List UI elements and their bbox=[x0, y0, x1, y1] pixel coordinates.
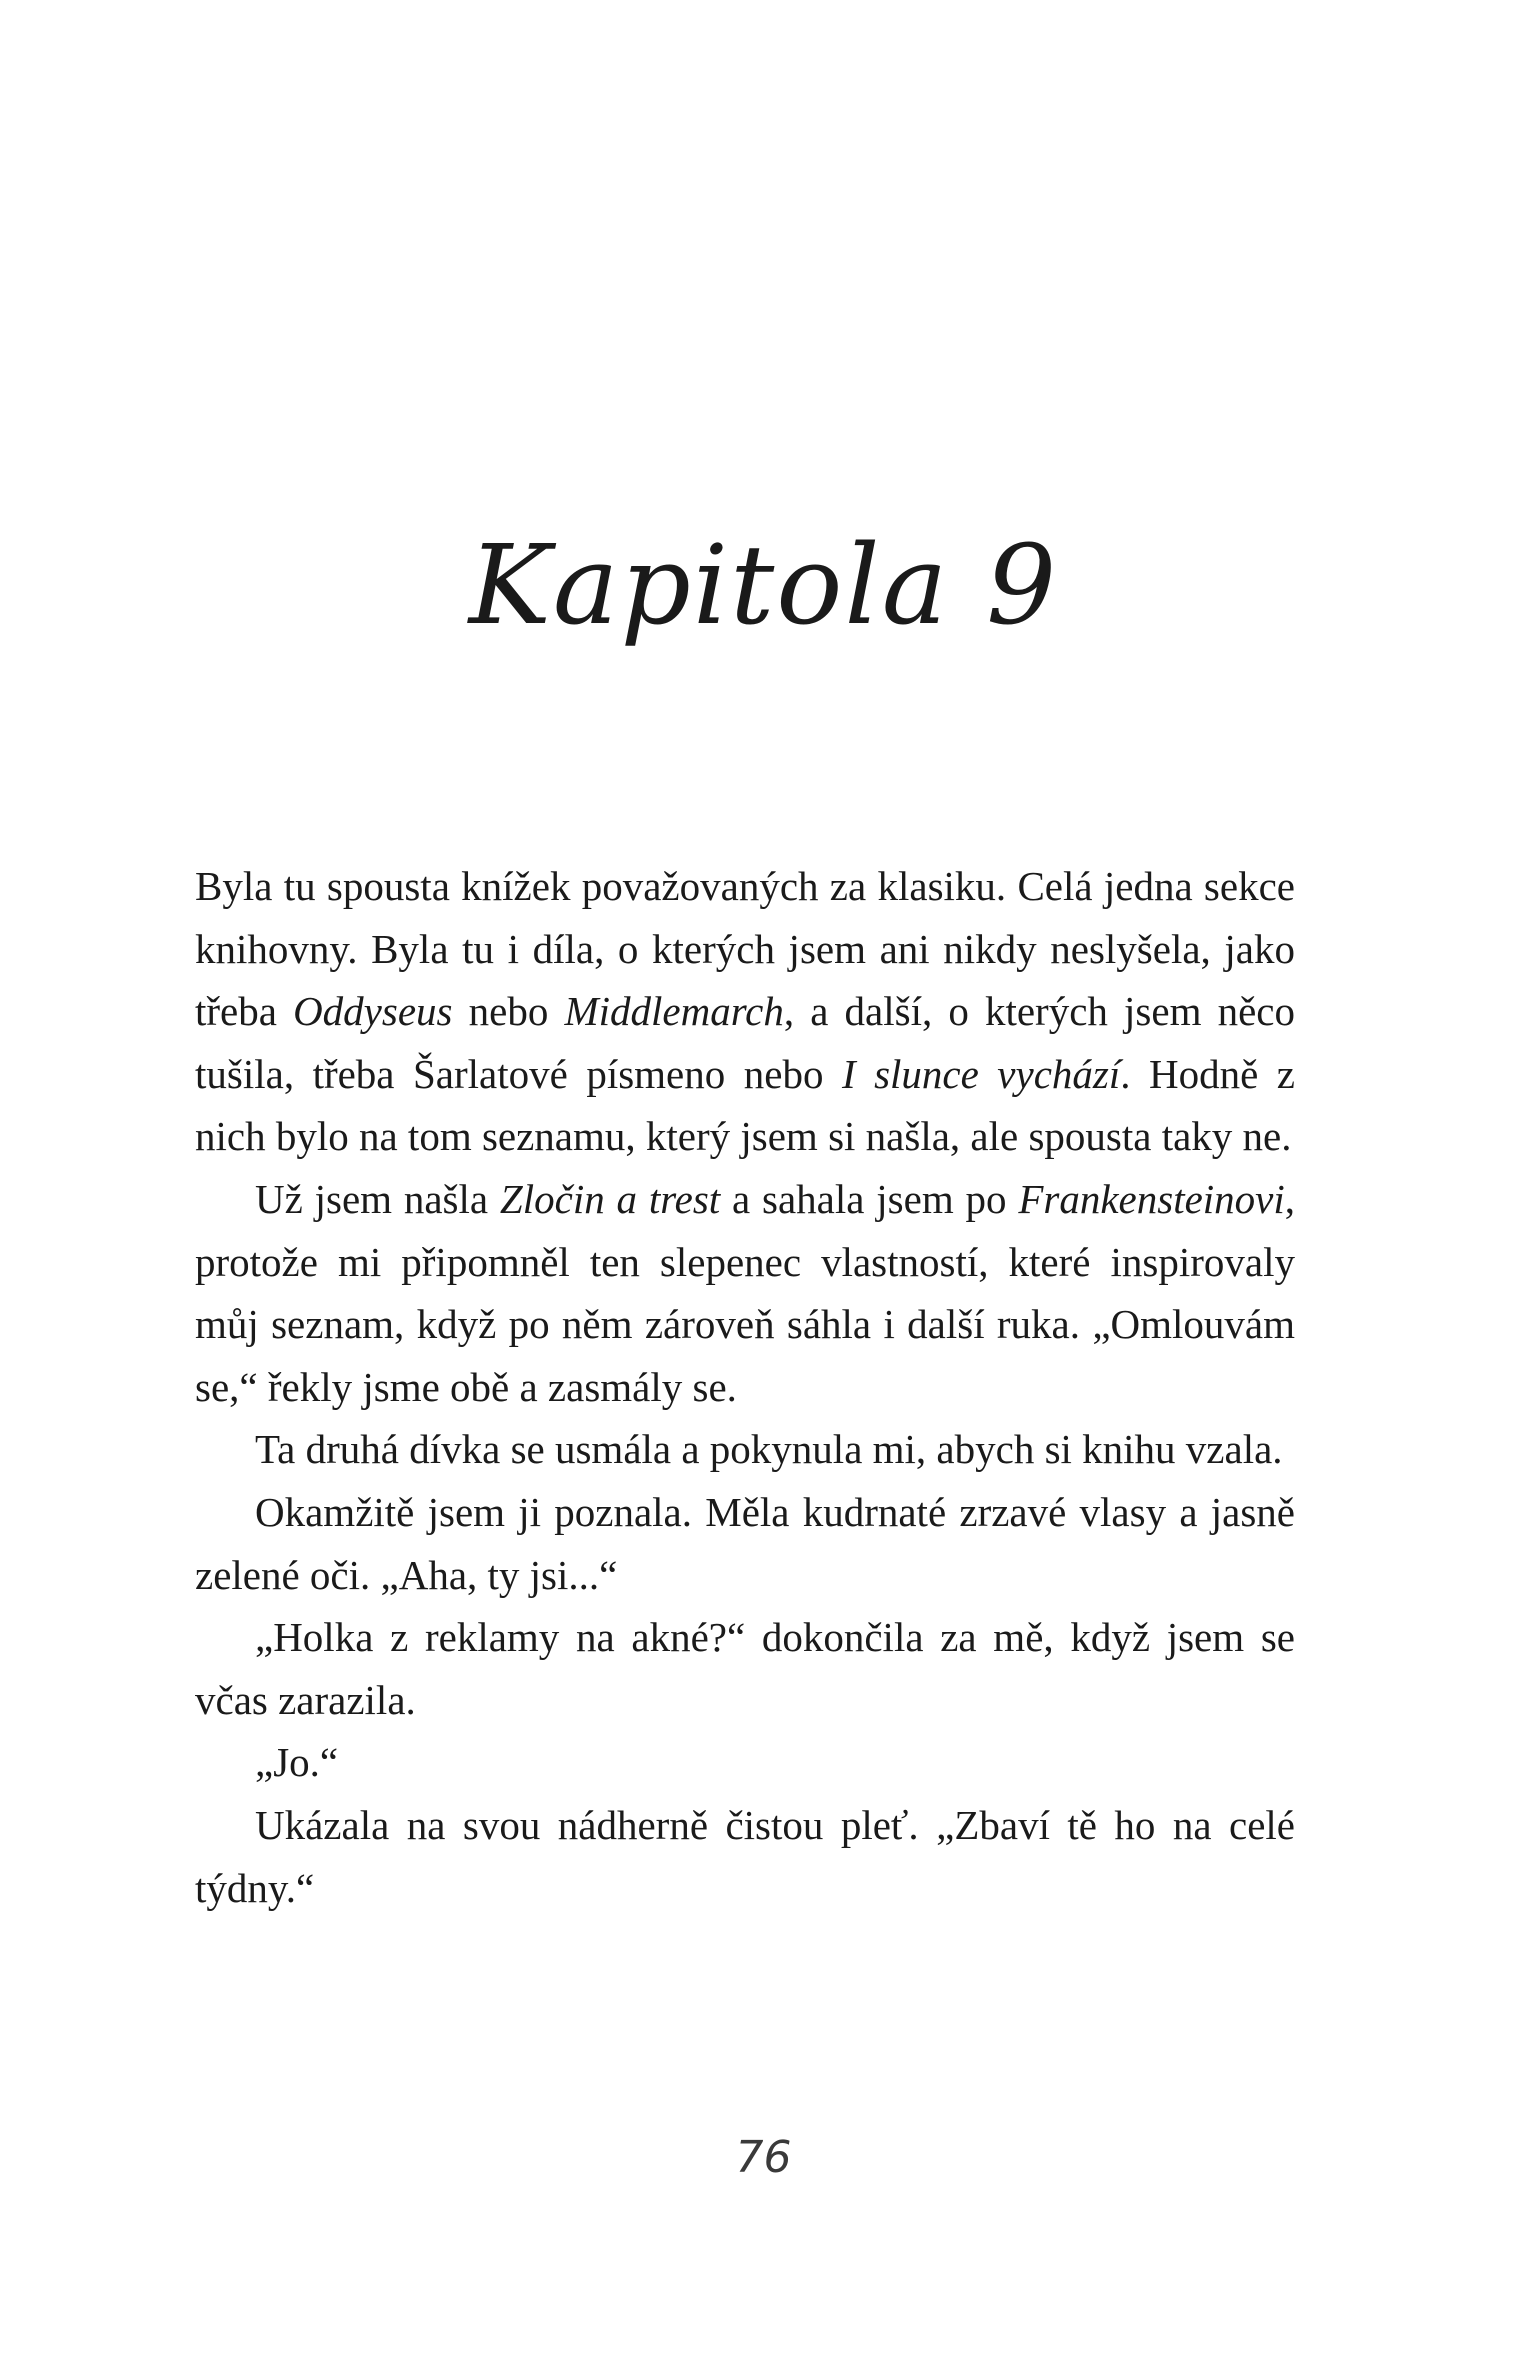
italic-text: Middlemarch bbox=[564, 988, 784, 1035]
paragraph bbox=[195, 1168, 1295, 1418]
paragraph bbox=[195, 1481, 1295, 1606]
text-run: , a další, o kterých jsem něco tušila, třeba Šarlatové písmeno nebo bbox=[195, 988, 1295, 1097]
paragraph bbox=[195, 1606, 1295, 1731]
text-run: Byla tu spousta knížek považovaných za klasiku. Celá jedna sekce knihovny. Byla tu i díla, o kterých jsem ani nikdy neslyšela, jako třeba bbox=[195, 863, 1295, 1035]
text-run: „Jo.“ bbox=[255, 1739, 339, 1786]
text-run: nebo bbox=[452, 988, 565, 1035]
chapter-title: Kapitola 9 bbox=[468, 521, 1059, 649]
paragraph bbox=[195, 1418, 1295, 1481]
paragraph bbox=[195, 1731, 1295, 1794]
text-run: a sahala jsem po bbox=[720, 1175, 1019, 1222]
text-run: „Holka z reklamy na akné?“ dokončila za mě, když jsem se včas zarazila. bbox=[195, 1614, 1295, 1723]
paragraph bbox=[195, 1794, 1295, 1919]
paragraph bbox=[195, 855, 1295, 1168]
text-run: Ukázala na svou nádherně čistou pleť. „Zbaví tě ho na celé týdny.“ bbox=[195, 1801, 1295, 1911]
text-run: , protože mi připomněl ten slepenec vlastností, které inspirovaly můj seznam, když po něm zároveň sáhla i další ruka. „Omlouvám se,“ řekly jsme obě a zasmály se. bbox=[195, 1175, 1296, 1410]
text-run: Okamžitě jsem ji poznala. Měla kudrnaté zrzavé vlasy a jasně zelené oči. „Aha, ty jsi...“ bbox=[195, 1488, 1295, 1598]
page-number: 76 bbox=[735, 2132, 792, 2183]
italic-text: Oddyseus bbox=[293, 988, 453, 1035]
text-run: Ta druhá dívka se usmála a pokynula mi, abych si knihu vzala. bbox=[255, 1426, 1283, 1473]
italic-text: Zločin a trest bbox=[499, 1175, 721, 1222]
body-text bbox=[195, 855, 1295, 1919]
italic-text: Frankensteinovi bbox=[1018, 1175, 1285, 1222]
text-run: Už jsem našla bbox=[255, 1175, 500, 1222]
text-run: . Hodně z nich bylo na tom seznamu, který jsem si našla, ale spousta taky ne. bbox=[195, 1050, 1295, 1160]
italic-text: I slunce vychází bbox=[841, 1050, 1121, 1097]
